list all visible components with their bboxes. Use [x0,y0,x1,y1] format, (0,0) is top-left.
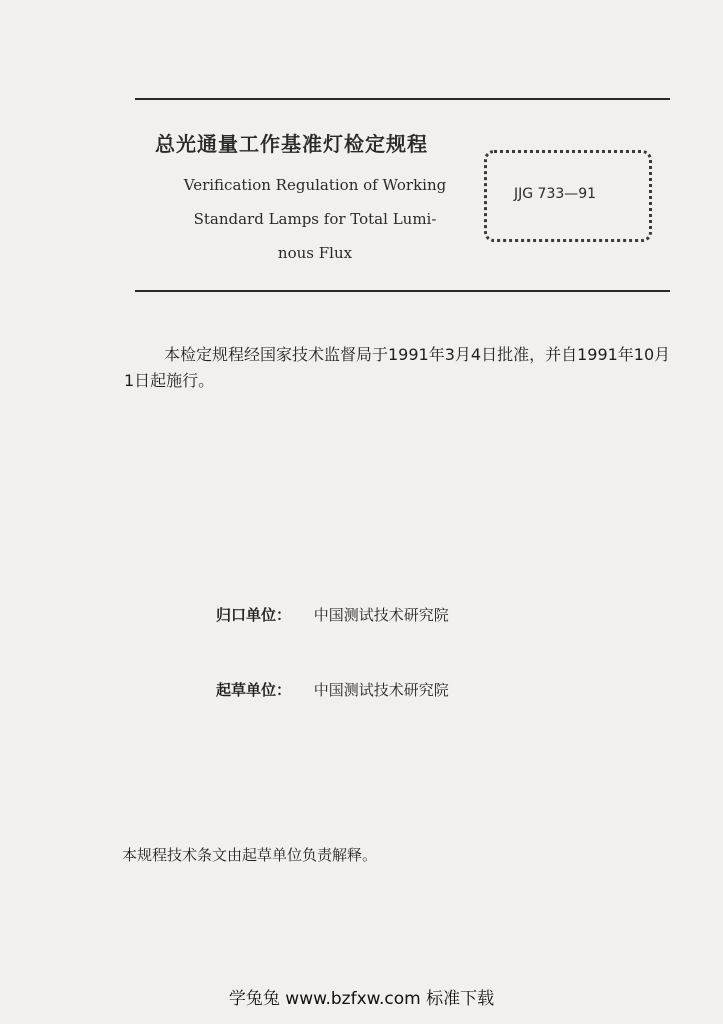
responsible-unit-value: 中国测试技术研究院 [313,606,449,624]
approval-paragraph: 本检定规程经国家技术监督局于1991年3月4日批准，并自1991年10月1日起施行。 [124,345,671,390]
title-en-line-1: Verification Regulation of Working [183,176,447,194]
drafting-unit-label: 起草单位： [216,681,292,699]
header-bottom-rule [135,290,670,292]
drafting-unit-value: 中国测试技术研究院 [313,681,449,699]
regulation-code: JJG 733—91 [514,186,597,202]
document-title-en [150,168,480,270]
document-title-cn: 总光通量工作基准灯检定规程 [155,132,428,156]
responsible-unit-label: 归口单位： [216,606,292,624]
interpretation-note: 本规程技术条文由起草单位负责解释。 [122,846,378,864]
responsible-unit-row [216,604,449,625]
drafting-unit-row [216,679,449,700]
title-en-line-3: nous Flux [277,244,353,262]
title-en-line-2: Standard Lamps for Total Lumi- [193,210,437,228]
footer-watermark-text: 学兔兔 www.bzfxw.com 标准下载 [228,989,495,1009]
header-top-rule [135,98,670,100]
